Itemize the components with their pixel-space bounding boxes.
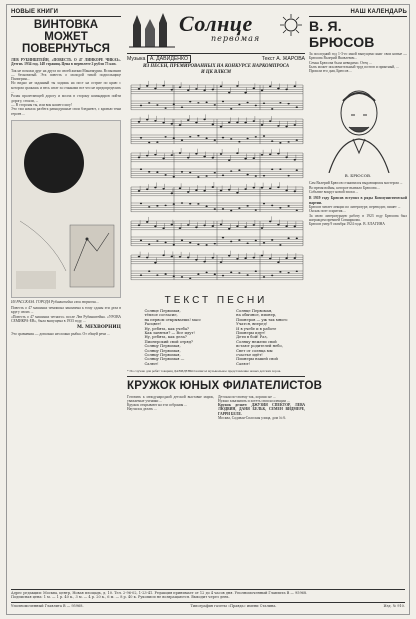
lyrics-line: на обычное, пионер,: [236, 313, 277, 318]
right-column: [309, 9, 407, 226]
divider: [127, 376, 305, 377]
left-paragraph: Так не похожи друг на друга по своей жизни Маначкурия. Вспыльчив — бесноватый. Эта повесть о молодой тихой подпольщице Пилигрин...: [11, 68, 121, 82]
lyrics-line: Солнцу Первомая —: [144, 357, 185, 362]
lyrics-line: счастье идёт!: [236, 353, 263, 358]
divider: [11, 16, 121, 17]
lyrics-column-right: [236, 309, 287, 366]
article-paragraph: Научился делать ...: [127, 407, 157, 412]
right-headline: В. Я. БРЮСОВ: [309, 18, 375, 50]
stamp-club-article: [127, 395, 305, 421]
article-paragraph: Детская по-своему так, хорошо не ...: [218, 394, 276, 399]
lyrics-column-left: [144, 309, 201, 366]
music-label: Музыка: [127, 56, 146, 62]
book-info: ЛЕВ РУБИНШТЕЙН, «ПОВЕСТЬ О 47 ЛИНКОРЕ ЧИКАЗ». Детгиз. 1934 год. 148 страниц. Цена в переплете 2 рубля 75 коп.: [11, 58, 121, 67]
right-paragraph: Он как поэт и критик ...: [309, 209, 347, 214]
left-paragraph: Повесть о 47 машинах чемпиона закончена к тому сданы эти дела в кругу своих ...: [11, 306, 121, 315]
song-note: * По случаю для ребят товарищ ДАВИДЕНКО написал музыкальное представление новых детских хоров.: [127, 369, 282, 374]
lyrics-line: Солнцу нежели свой: [236, 339, 277, 344]
article-column: [127, 395, 214, 421]
composer-name: А. ДАВИДЕНКО: [147, 55, 191, 63]
article-paragraph: Готовить к международной детской выставке марок, уважаемые ученики ...: [127, 394, 214, 403]
footer-right: Изд. № 910.: [383, 604, 405, 608]
article-column: [218, 395, 305, 421]
lyrics-line: Пионеры идут!: [236, 331, 266, 336]
song-subtitle: [127, 64, 305, 76]
lyrics-line: Пионеров — уж так много: [236, 317, 288, 322]
article-paragraph: Москва, Садовая-Спасская улица, дом № 6.: [218, 416, 287, 421]
lyrics-line: Ну, ребята, как учеба?: [144, 326, 190, 331]
right-paragraph: Прошли его дни, Брюсов ...: [309, 69, 353, 74]
sheet-music: [127, 79, 305, 287]
left-section-label: НОВЫЕ КНИГИ: [11, 9, 59, 15]
kremlin-drawing-icon: [129, 11, 175, 49]
lyrics-line: Пионерский свой отряд?: [144, 339, 193, 344]
right-paragraph: За последний год 1-3-го мной выпущено книг свои новые — Брюсова Валерий Яковлевич...: [309, 52, 407, 61]
footer-left: Уполномоченный Главлита В — 95968.: [11, 604, 84, 608]
left-headline: ВИНТОВКА МОЖЕТ ПОВЕРНУТЬСЯ: [22, 19, 110, 55]
sun-emblem-icon: [279, 13, 303, 37]
lyrics-line: Салют!: [236, 361, 251, 366]
footer-center: Типография газеты «Правда» имени Сталина.: [190, 604, 277, 608]
lyrics-line: тёплое согласие,: [144, 313, 178, 318]
left-paragraph: «Повесть о 47 машинах четного» после Лев Рубинштейна. «УРОВА СЕМИКРА-ЕВ», была выпущена в 1933 году, ...: [11, 314, 121, 324]
left-paragraph: Это там начала разбега равнодушные свои бледнеют, с кровью тени героев ...: [11, 107, 121, 116]
lyrics-line: Солнцу Первомая,: [144, 348, 181, 353]
lyrics-line: Ну, ребята, как дела?: [144, 335, 187, 340]
right-paragraph: Брюсов читает лекции по литературе, переводит, пишет ...: [309, 204, 401, 209]
song-credits: [127, 56, 305, 62]
lyrics-line: И в учебе и в работе: [236, 326, 277, 331]
right-paragraph: Брюсов умер 9 октября 1924 года. В. ЕЛАГИНА: [309, 222, 385, 227]
right-paragraph: В 1919 году Брюсов вступил в ряды Коммунистической партии.: [309, 196, 407, 205]
left-signature: М. МЕХВОРНИЦ: [77, 325, 121, 331]
masthead-subtitle: первомая: [211, 34, 261, 43]
lyricist-name: Текст А. ЖАРОВА: [261, 56, 305, 62]
lyrics-line: Как занятья? — Все идут!: [144, 331, 195, 336]
lyrics-line: на первом открываешь! масс: [144, 317, 202, 322]
lyrics-line: Пионеры нашей свой: [236, 357, 278, 362]
portrait: [309, 77, 407, 173]
divider: [127, 53, 305, 54]
left-paragraph: — В стороны ты, или вон нашего шоу!: [11, 102, 73, 107]
article-paragraph: Кружок делает: ДЖУЗИЯ СПЕКТОР, ЛЕВА ЛЮДВИН, ДАНЯ БЕЛЬК, СЕМЕН ВИДМЕРЕ, ГАРРИ БЕЛЕ.: [218, 403, 305, 416]
middle-column: [127, 9, 323, 421]
lyrics-line: Солнце Первомая,: [144, 309, 181, 313]
right-paragraph: Сам Валерий Брюсов становился выдающимся мастером ...: [309, 181, 403, 186]
left-column: [11, 9, 121, 337]
footer-line: Подписная цена: 1 м. — 1 р. 40 к., 3 м. — 4 р. 20 к., 6 м. — 8 р. 40 к. Рукописи не возвращаются. Выходит через день.: [11, 595, 230, 600]
balloon-map-illustration: [12, 121, 120, 295]
left-illustration: [11, 120, 121, 298]
masthead-title: Солнце: [179, 11, 253, 36]
left-paragraph: Ролан пролетающей дорогу и молча в сторону командиров пойти дорогу, стояли, ...: [11, 94, 121, 103]
footer-bottom: [11, 604, 405, 608]
lyrics-block: [127, 309, 305, 366]
right-paragraph: Семья Брюсова была невидимо. Отец ...: [309, 60, 372, 65]
portrait-caption: В. БРЮСОВ.: [344, 173, 372, 179]
lyrics-line: Расцвет!: [144, 322, 162, 327]
lyrics-line: встают родителей небо,: [236, 344, 283, 349]
footer-imprint: [11, 591, 405, 599]
stamp-club-headline: КРУЖОК ЮНЫХ ФИЛАТЕЛИСТОВ: [127, 379, 323, 392]
right-section-label: НАШ КАЛЕНДАРЬ: [350, 9, 407, 15]
footer-divider: [11, 589, 405, 590]
right-paragraph: Быть может исключительный труд поэтов и приятный, ...: [309, 64, 399, 69]
footer-divider: [11, 602, 405, 603]
lyrics-line: Солнце Первомая,: [236, 309, 273, 313]
song-lyrics-title: ТЕКСТ ПЕСНИ: [164, 295, 268, 306]
left-paragraph: Но видно не заданный ты ходишь на пост на острие по краю с котором сражаясь и весь штат за станками все что не предопределять ...: [11, 81, 121, 95]
song-subtitle-line: ИЗ ПЕСЕН, ПРЕМИРОВАННЫХ НА КОНКУРСЕ НАРКОМПРОСА: [142, 64, 290, 69]
right-paragraph: Событие вокруг новой эпохи ...: [309, 190, 359, 195]
lyrics-line: Свет от солнца мы: [236, 348, 273, 353]
music-score: [127, 79, 305, 291]
right-paragraph: Во время войны, которое вызвало Брюсова ...: [309, 185, 381, 190]
lyrics-line: Солнцу Первомая,: [144, 353, 181, 358]
lyrics-line: Солнцу Первомая,: [144, 344, 181, 349]
article-paragraph: Кружок открывают на эти собрания ...: [127, 403, 187, 408]
masthead: [127, 9, 305, 53]
illustration-caption: ИЗ РАССКАЗА. ГОРОДА Рубинштейна свои тормозы...: [11, 299, 99, 304]
newspaper-page: [6, 4, 410, 615]
lyrics-line: Дети в бой! Раз,: [236, 335, 268, 340]
footer-line: Адрес редакции: Москва, центр, Новая площадь, д. 10. Тел. 2-96-02, 1-23-41. Редакция принимает от 12 до 4 часов дня. Уполномоченный Главлита В — 95968.: [11, 591, 308, 595]
lyrics-line: Учатся, вперед!: [236, 322, 268, 327]
article-paragraph: Нужно заказывать и хотеть свои коллекции ...: [218, 398, 290, 403]
bryusov-portrait-drawing: [309, 77, 407, 173]
left-ps: Это сравнения — довольно несложно рыбка. От общей речи ...: [11, 332, 110, 337]
divider: [309, 16, 407, 17]
lyrics-line: Салют!: [144, 361, 159, 366]
song-subtitle-line: И ЦК ВЛКСМ: [200, 70, 232, 75]
right-paragraph: За свою литературную работу в 1923 году Брюсова был награжден премией Совнаркома.: [309, 213, 407, 222]
